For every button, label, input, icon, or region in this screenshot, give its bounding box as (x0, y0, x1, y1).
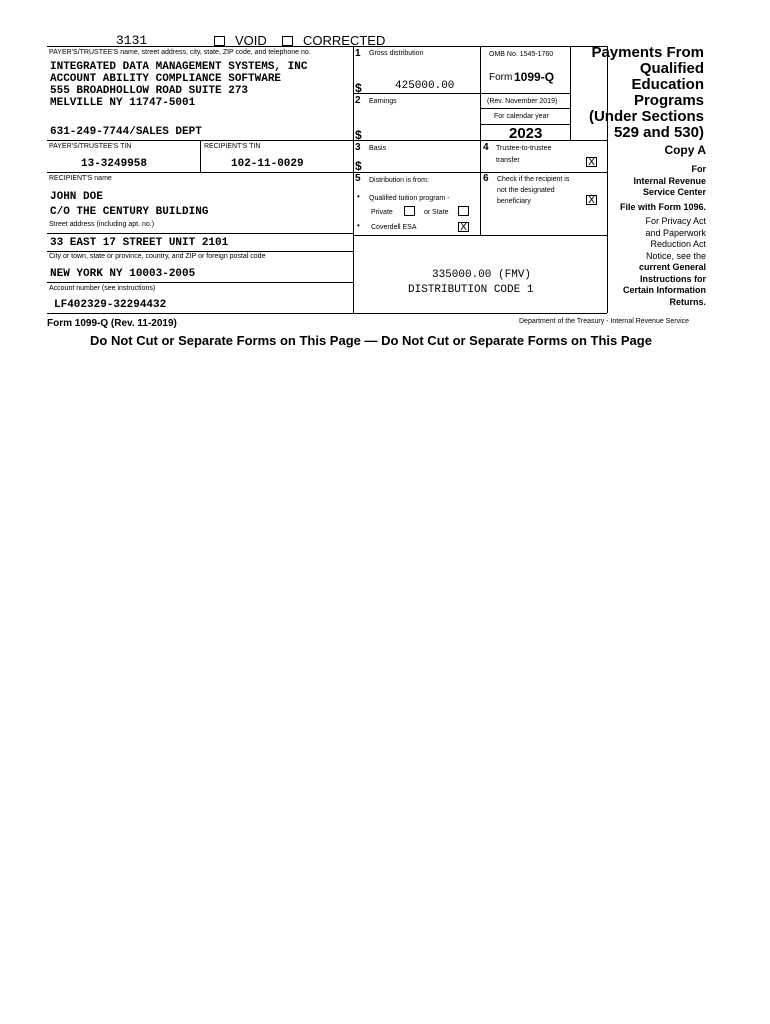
rule-tin-top (47, 140, 353, 141)
payer-label: PAYER'S/TRUSTEE'S name, street address, city, state, ZIP code, and telephone no. (49, 49, 311, 56)
side-file-with: File with Form 1096. (619, 201, 706, 212)
rule-v-right (480, 46, 481, 236)
corrected-label: CORRECTED (303, 33, 386, 48)
recipient-name2: C/O THE CENTURY BUILDING (50, 206, 209, 218)
rule-bottom (47, 313, 607, 314)
box5-coverdell-checkbox[interactable]: X (458, 222, 469, 232)
recipient-name: JOHN DOE (50, 191, 103, 203)
title-line5: (Under Sections (588, 108, 704, 125)
rule-b5-bottom (353, 235, 607, 236)
recipient-name-label: RECIPIENT'S name (49, 175, 112, 182)
side-privacy1: For Privacy Act (645, 216, 706, 226)
rule-b1-b2 (353, 93, 480, 94)
box6-label-2: not the designated (497, 187, 555, 194)
side-irs1: Internal Revenue (633, 175, 706, 186)
rule-v-omb (570, 46, 571, 140)
form-footer-rev: Form 1099-Q (Rev. 11-2019) (47, 318, 177, 329)
omb-number: OMB No. 1545-1760 (489, 51, 554, 58)
rule-b2-b3 (353, 140, 607, 141)
box6-label-3: beneficiary (497, 198, 531, 205)
side-privacy3: Reduction Act (650, 239, 706, 249)
do-not-cut-notice: Do Not Cut or Separate Forms on This Page — Do Not Cut or Separate Forms on This Page (90, 333, 652, 348)
box5-number: 5 (355, 173, 361, 184)
account-number: LF402329-32294432 (54, 299, 167, 311)
box5-private-checkbox[interactable] (404, 206, 415, 216)
box1-number: 1 (355, 48, 361, 59)
side-cgi4: Returns. (669, 296, 706, 307)
side-irs2: Service Center (642, 187, 706, 197)
box5-bullet2: • (357, 221, 360, 230)
box5-bullet1: • (357, 192, 360, 201)
form-code: 3131 (116, 33, 148, 48)
box2-number: 2 (355, 95, 361, 106)
box3-label: Basis (369, 145, 387, 152)
box3-number: 3 (355, 142, 361, 153)
box4-number: 4 (483, 142, 489, 153)
street-label: Street address (including apt. no.) (49, 221, 155, 228)
rule-city-top (47, 251, 353, 252)
box5-option-qtp: Qualified tuition program - (369, 195, 450, 202)
recipient-tin-value: 102-11-0029 (231, 158, 304, 170)
payer-tin-label: PAYER'S/TRUSTEE'S TIN (49, 143, 132, 150)
box1-value: 425000.00 (395, 80, 455, 92)
box2-dollar: $ (355, 128, 362, 142)
box5-state-checkbox[interactable] (458, 206, 469, 216)
box5-label: Distribution is from: (369, 177, 429, 184)
payer-tin-value: 13-3249958 (81, 158, 148, 170)
recipient-street: 33 EAST 17 STREET UNIT 2101 (50, 237, 229, 249)
void-label: VOID (235, 33, 267, 48)
rule-v-center (353, 46, 354, 313)
payer-line2: ACCOUNT ABILITY COMPLIANCE SOFTWARE (50, 73, 282, 85)
form-name: 1099-Q (514, 70, 555, 84)
box4-label-2: transfer (496, 157, 520, 164)
side-cgi1: current General (638, 262, 706, 272)
side-cgi2: Instructions for (639, 273, 706, 284)
side-cgi3: Certain Information (622, 285, 706, 295)
rule-recipient-top (47, 172, 353, 173)
title-line3: Education (631, 76, 704, 93)
title-line6: 529 and 530) (613, 124, 704, 141)
side-privacy4: Notice, see the (645, 250, 706, 261)
recipient-city: NEW YORK NY 10003-2005 (50, 268, 196, 280)
copy-label: Copy A (664, 143, 706, 157)
side-instructions (602, 164, 706, 308)
corrected-checkbox[interactable] (282, 36, 293, 46)
calendar-year: 2023 (509, 125, 543, 142)
box1-label: Gross distribution (369, 50, 424, 57)
title-line2: Qualified (639, 60, 704, 77)
box3-dollar: $ (355, 159, 362, 173)
box2-label: Earnings (369, 98, 397, 105)
payer-phone: 631-249-7744/SALES DEPT (50, 126, 202, 138)
treasury-dept: Department of the Treasury - Internal Revenue Service (519, 318, 690, 325)
rule-street-top (47, 233, 353, 234)
account-label: Account number (see instructions) (49, 285, 156, 292)
rule-v-tin (200, 140, 201, 172)
rule-omb-rev (480, 108, 570, 109)
box4-label-1: Trustee-to-trustee (496, 145, 552, 152)
rule-omb-form (480, 93, 570, 94)
title-line4: Programs (633, 92, 704, 109)
form-title (572, 45, 704, 141)
side-privacy2: and Paperwork (645, 227, 706, 238)
form-prefix: Form (489, 72, 513, 83)
rule-account-top (47, 282, 353, 283)
box6-label-1: Check if the recipient is (497, 176, 570, 183)
box1-dollar: $ (355, 81, 362, 95)
box4-checkbox[interactable]: X (586, 157, 597, 167)
box5-option-coverdell: Coverdell ESA (371, 224, 417, 231)
form-rev: (Rev. November 2019) (487, 98, 558, 105)
box5-private-label: Private (371, 209, 393, 216)
rule-top (47, 46, 607, 47)
city-label: City or town, state or province, country, and ZIP or foreign postal code (49, 253, 266, 260)
box6-checkbox[interactable]: X (586, 195, 597, 205)
distribution-code: DISTRIBUTION CODE 1 (408, 284, 534, 296)
payer-name: INTEGRATED DATA MANAGEMENT SYSTEMS, INC (50, 61, 308, 73)
rule-b3-b5 (353, 172, 607, 173)
side-for: For (691, 164, 706, 174)
fmv-value: 335000.00 (FMV) (432, 269, 532, 281)
recipient-tin-label: RECIPIENT'S TIN (204, 143, 261, 150)
title-line1: Payments From (591, 44, 704, 61)
payer-address: 555 BROADHOLLOW ROAD SUITE 273 (50, 85, 249, 97)
calendar-year-label: For calendar year (494, 113, 549, 120)
payer-city: MELVILLE NY 11747-5001 (50, 97, 196, 109)
box5-state-label: or State (424, 209, 449, 216)
void-checkbox[interactable] (214, 36, 225, 46)
box6-number: 6 (483, 173, 489, 184)
